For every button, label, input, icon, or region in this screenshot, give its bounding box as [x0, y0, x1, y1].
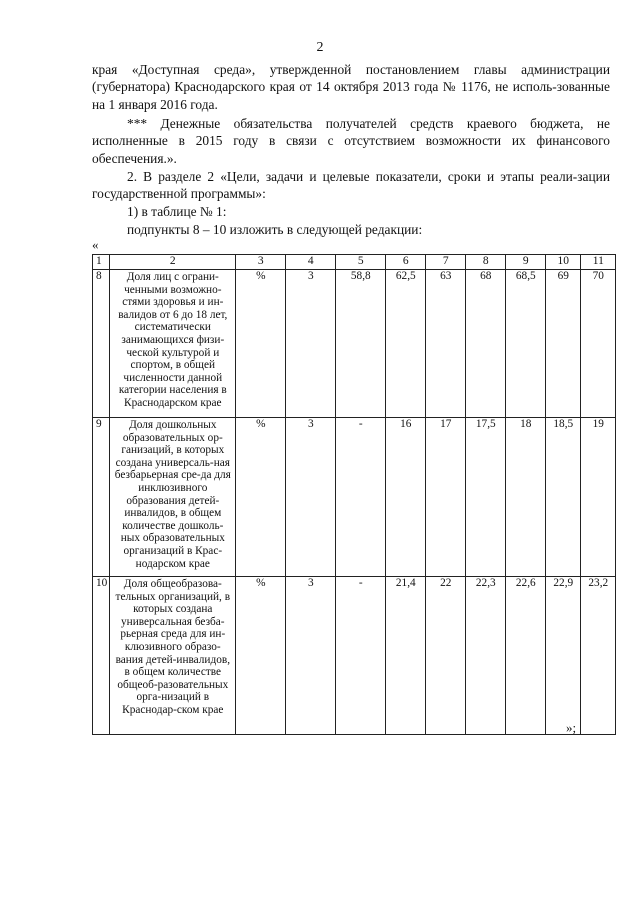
- status-cell: 3: [286, 418, 336, 577]
- table-header-row: [93, 255, 616, 270]
- unit-cell: %: [236, 577, 286, 735]
- row-number: 10: [93, 577, 110, 735]
- value-cell: 22,9: [546, 577, 581, 735]
- header-cell: 5: [336, 255, 386, 270]
- value-cell: 17,5: [466, 418, 506, 577]
- value-cell: 68: [466, 270, 506, 418]
- header-cell: 6: [386, 255, 426, 270]
- table-row: [93, 577, 616, 735]
- header-cell: 9: [506, 255, 546, 270]
- value-cell: 69: [546, 270, 581, 418]
- header-cell: 11: [581, 255, 616, 270]
- header-cell: 3: [236, 255, 286, 270]
- header-cell: 2: [110, 255, 236, 270]
- indicator-name: Доля общеобразова-тельных организаций, в которых создана универсальная безба-рьерная среда для ин-клюзивного образо-вания детей-инвалидов, в общем количестве общеоб-разовательных орга-низаций в Краснодар-ском крае: [110, 577, 236, 735]
- value-cell: 58,8: [336, 270, 386, 418]
- value-cell: -: [336, 577, 386, 735]
- header-cell: 7: [426, 255, 466, 270]
- paragraph-section-2: 2. В разделе 2 «Цели, задачи и целевые показатели, сроки и этапы реали-зации государственной программы»:: [92, 169, 610, 202]
- unit-cell: %: [236, 418, 286, 577]
- value-cell: 63: [426, 270, 466, 418]
- opening-quote: «: [92, 237, 99, 252]
- value-cell: 21,4: [386, 577, 426, 735]
- table-row: [93, 418, 616, 577]
- paragraph-footnote: *** Денежные обязательства получателей средств краевого бюджета, не исполненные в 2015 году в связи с отсутствием возможности их финансового обеспечения.».: [92, 116, 610, 166]
- value-cell: 70: [581, 270, 616, 418]
- header-cell: 4: [286, 255, 336, 270]
- value-cell: 68,5: [506, 270, 546, 418]
- indicator-name: Доля лиц с ограни-ченными возможно-стями здоровья и ин-валидов от 6 до 18 лет, систематически занимающихся физи-ческой культурой и спортом, в общей численности данной категории населения в Краснодарском крае: [110, 270, 236, 418]
- status-cell: 3: [286, 270, 336, 418]
- paragraph-table-ref: 1) в таблице № 1:: [127, 204, 227, 219]
- paragraph-continuation: края «Доступная среда», утвержденной постановлением главы администрации (губернатора) Краснодарского края от 14 октября 2013 года № 1176, не исполь-зованные на 1 января 2016 года.: [92, 62, 610, 112]
- value-cell: 22,6: [506, 577, 546, 735]
- value-cell: 22,3: [466, 577, 506, 735]
- value-cell: 18,5: [546, 418, 581, 577]
- value-cell: 16: [386, 418, 426, 577]
- value-cell: 22: [426, 577, 466, 735]
- header-cell: 8: [466, 255, 506, 270]
- row-number: 9: [93, 418, 110, 577]
- row-number: 8: [93, 270, 110, 418]
- table-row: [93, 270, 616, 418]
- indicators-table: [92, 254, 616, 735]
- value-cell: 19: [581, 418, 616, 577]
- value-cell: -: [336, 418, 386, 577]
- indicator-name: Доля дошкольных образовательных ор-ганизаций, в которых создана универсаль-ная безбарьерная сре-да для инклюзивного образования детей-инвалидов, в общем количестве дошколь-ных образовательных организаций в Крас-нодарском крае: [110, 418, 236, 577]
- value-cell: 17: [426, 418, 466, 577]
- unit-cell: %: [236, 270, 286, 418]
- value-cell: 23,2: [581, 577, 616, 735]
- status-cell: 3: [286, 577, 336, 735]
- page-number: 2: [316, 40, 324, 55]
- header-cell: 1: [93, 255, 110, 270]
- closing-quote: »;: [566, 720, 577, 735]
- value-cell: 18: [506, 418, 546, 577]
- value-cell: 62,5: [386, 270, 426, 418]
- header-cell: 10: [546, 255, 581, 270]
- paragraph-subitems: подпункты 8 – 10 изложить в следующей редакции:: [127, 222, 423, 237]
